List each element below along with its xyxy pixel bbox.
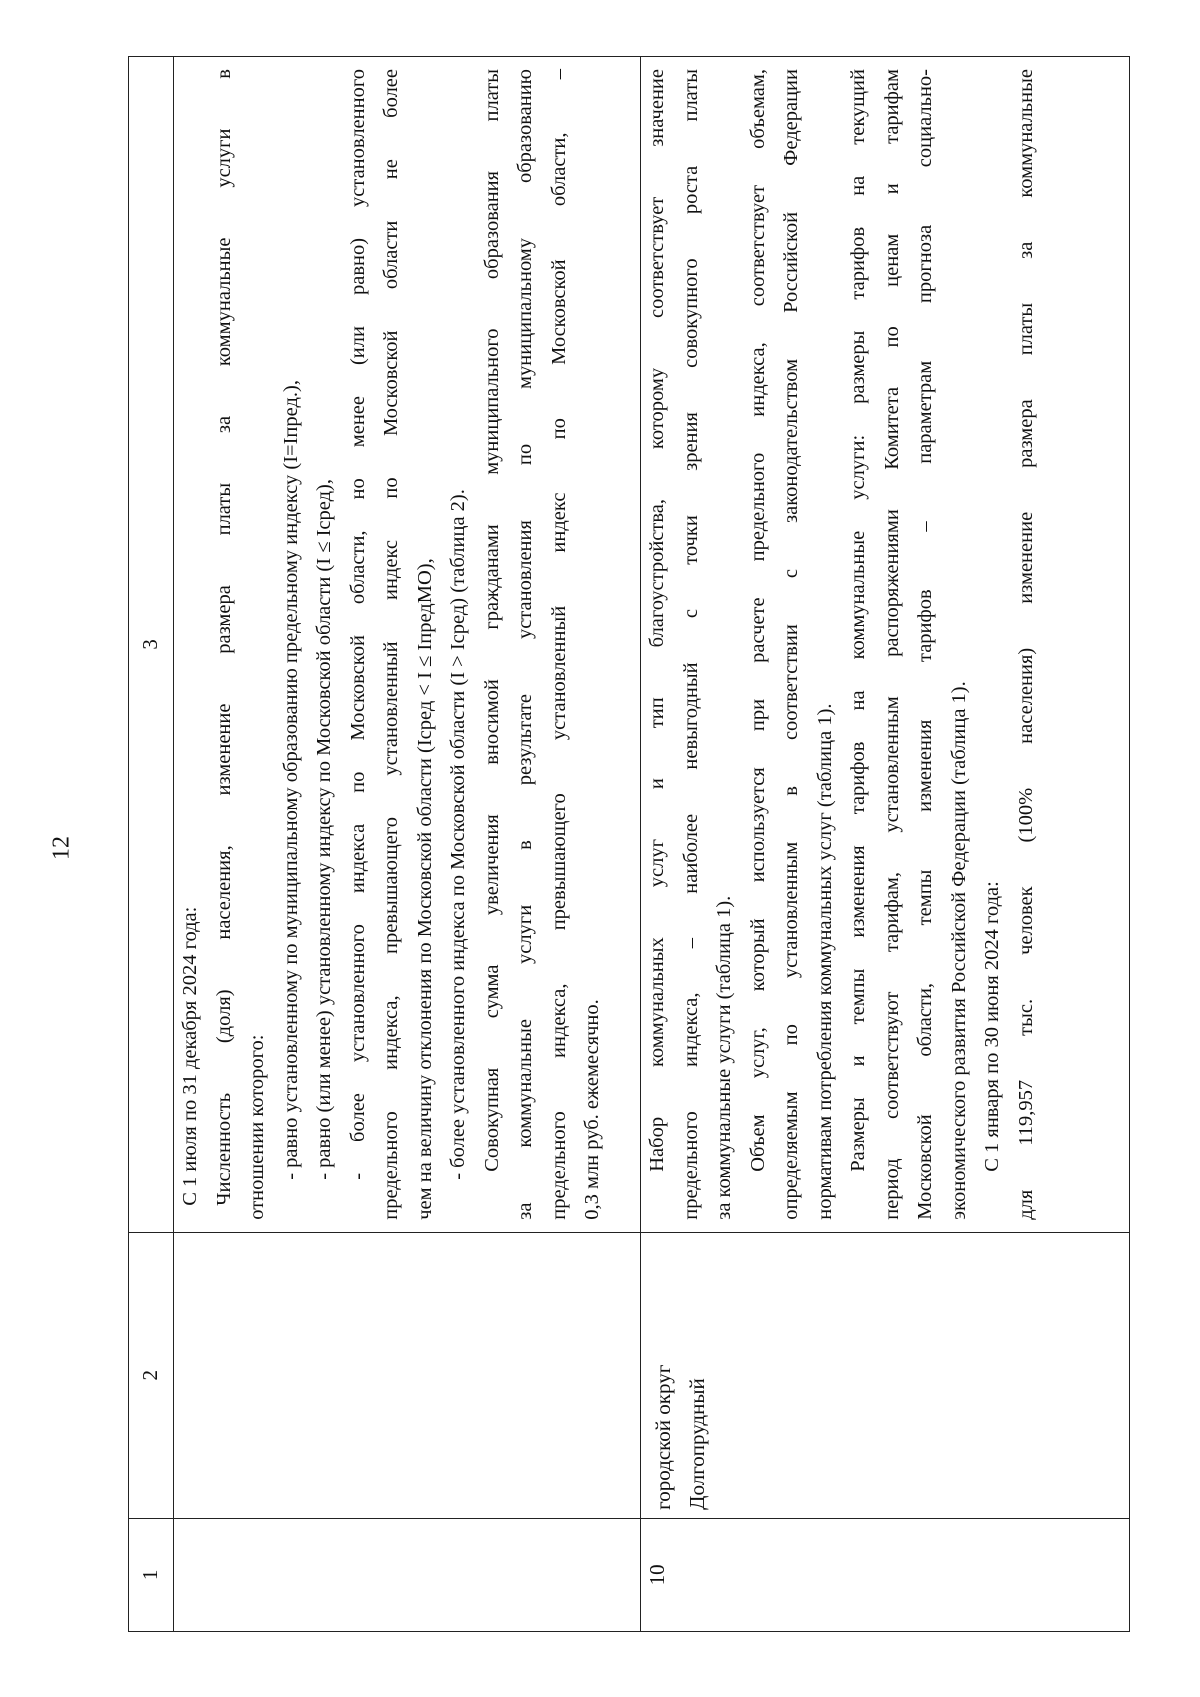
paragraph: нормативам потребления коммунальных услуг (таблица 1). (813, 703, 836, 1220)
paragraph: С 1 июля по 31 декабря 2024 года: (179, 906, 201, 1206)
cell-number (641, 1518, 1130, 1631)
paragraph: период соответствуют тарифам, установленным распоряжениями Комитета по ценам и тарифам (880, 69, 903, 1220)
paragraph: - более установленного индекса по Московской области, но менее (или равно) установленного (346, 69, 369, 1180)
paragraph: 0,3 млн руб. ежемесячно. (581, 999, 603, 1220)
table-row-10 (641, 57, 1130, 1632)
paragraph: предельного индекса, превышающего установленный индекс по Московской области, – (547, 69, 570, 1220)
paragraph: экономического развития Российской Федерации (таблица 1). (947, 681, 970, 1220)
page-number: 12 (48, 836, 75, 860)
paragraph: Численность (доля) населения, изменение размера платы за коммунальные услуги в (212, 69, 235, 1206)
paragraph: Объем услуг, который используется при расчете предельного индекса, соответствует объемам, (746, 69, 769, 1172)
header-col-1: 1 (129, 1518, 174, 1631)
paragraph: чем на величину отклонения по Московской области (Iсред < I ≤ IпредМО), (413, 558, 436, 1220)
paragraph: Московской области, темпы изменения тарифов – параметрам прогноза социально- (914, 69, 936, 1220)
paragraph: за коммунальные услуги (таблица 1). (713, 895, 735, 1220)
paragraph: отношении которого: (246, 1034, 268, 1220)
paragraph: определяемым по установленным в соответствии с законодательством Российской Федерации (780, 69, 802, 1220)
municipality-name-line1: городской округ (651, 1364, 675, 1510)
cell-number-empty (174, 1518, 641, 1631)
rotated-table-container (128, 56, 1130, 1632)
paragraph: для 119,957 тыс. человек (100% населения) изменение размера платы за коммунальные (1014, 69, 1037, 1220)
table-row-continuation (174, 57, 641, 1632)
cell-description (641, 57, 1130, 1233)
cell-description-continuation (174, 57, 641, 1233)
header-row (129, 57, 174, 1632)
cell-municipality (641, 1232, 1130, 1518)
paragraph: предельного индекса, – наиболее невыгодный с точки зрения совокупного роста платы (679, 69, 702, 1220)
paragraph: предельного индекса, превышающего установленный индекс по Московской области не более (380, 69, 402, 1220)
header-col-3: 3 (129, 57, 174, 1233)
paragraph: - более установленного индекса по Московской области (I > Iсред) (таблица 2). (447, 489, 469, 1180)
cell-municipality-empty (174, 1232, 641, 1518)
paragraph: Набор коммунальных услуг и тип благоустройства, которому соответствует значение (646, 69, 668, 1172)
paragraph: Совокупная сумма увеличения вносимой гражданами муниципального образования платы (480, 69, 503, 1172)
paragraph: С 1 января по 30 июня 2024 года: (981, 881, 1003, 1172)
main-table (128, 56, 1130, 1632)
row-number: 10 (645, 1564, 669, 1586)
header-col-2: 2 (129, 1232, 174, 1518)
municipality-name-line2: Долгопрудный (684, 1378, 709, 1510)
paragraph: за коммунальные услуги в результате установления по муниципальному образованию (514, 69, 536, 1220)
paragraph: - равно установленному по муниципальному образованию предельному индексу (I=Iпред.), (279, 380, 302, 1180)
paragraph: Размеры и темпы изменения тарифов на коммунальные услуги: размеры тарифов на текущий (847, 69, 869, 1172)
paragraph: - равно (или менее) установленному индексу по Московской области (I ≤ Iсред), (313, 479, 335, 1180)
